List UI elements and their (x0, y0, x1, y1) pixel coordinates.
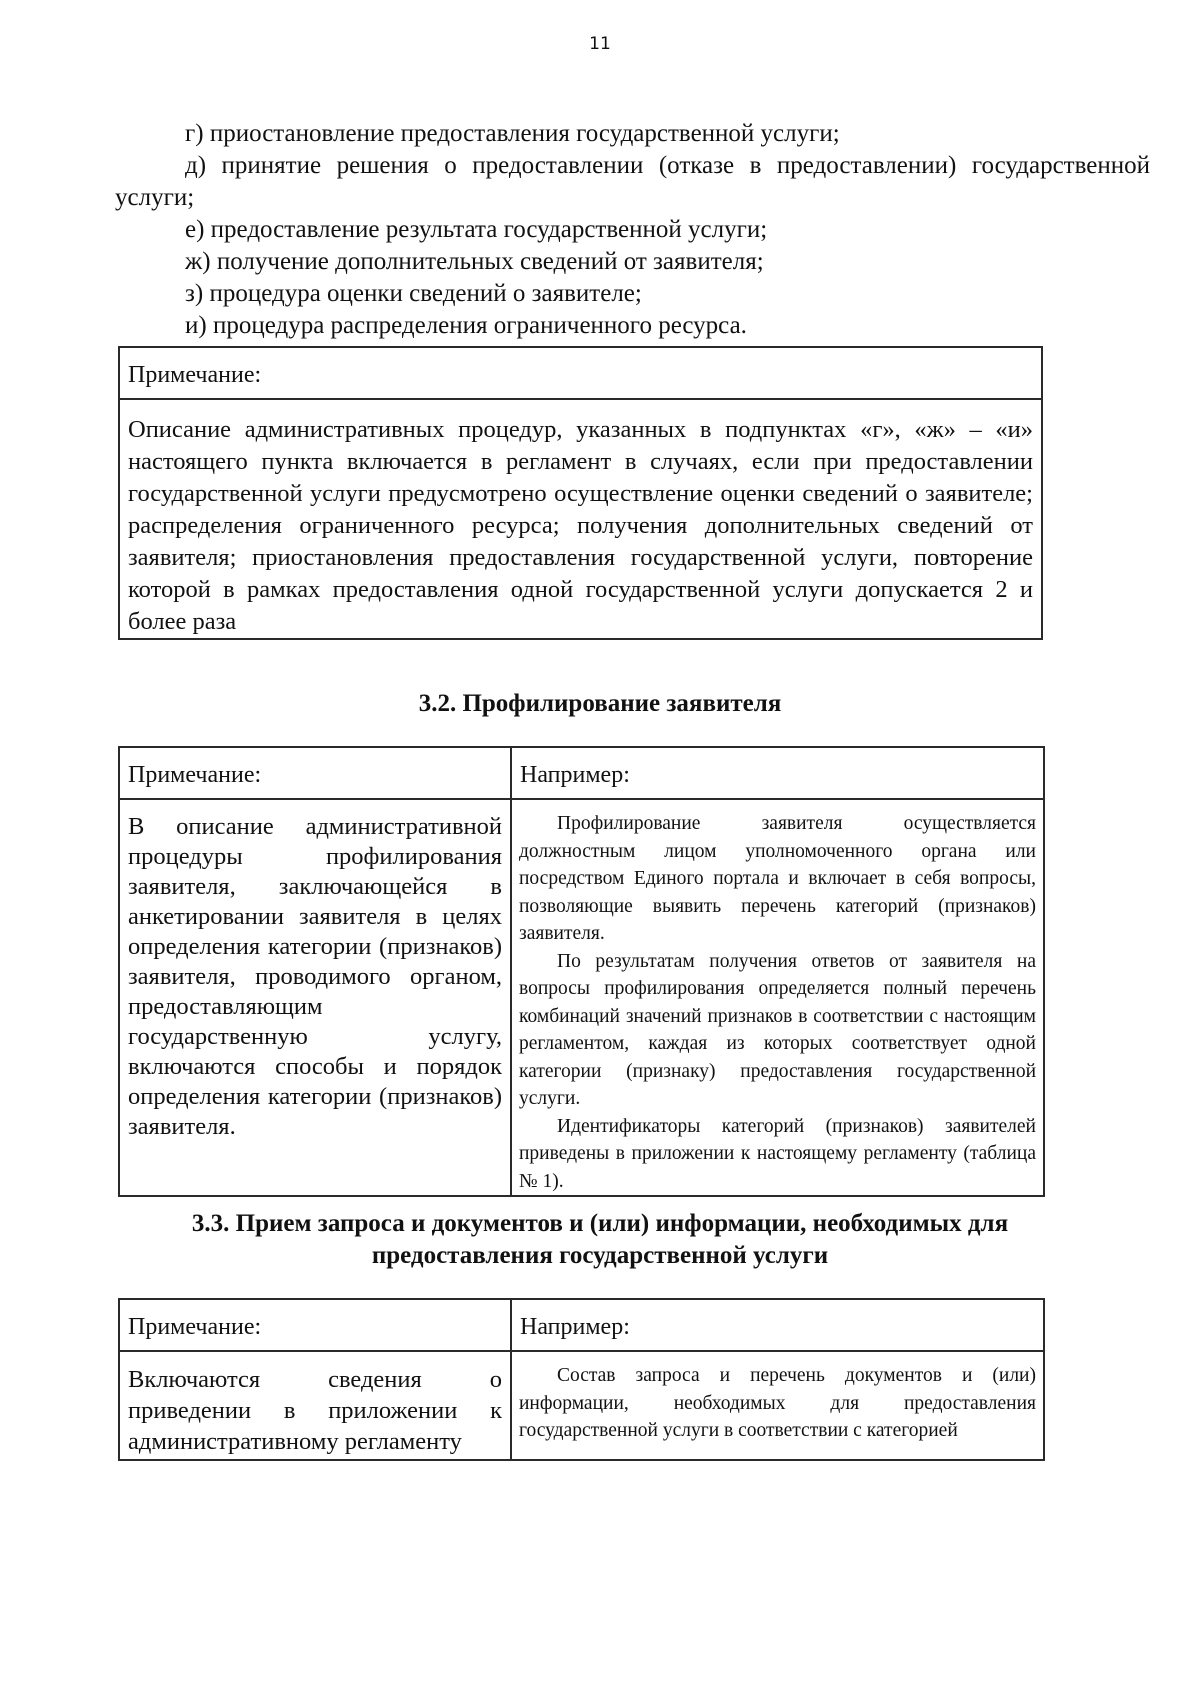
request-table (118, 1298, 1045, 1461)
list-item: г) приостановление предоставления государственной услуги; (185, 120, 840, 147)
list-item: д) принятие решения о предоставлении (отказе в предоставлении) государственной услуги; (115, 152, 1150, 211)
example-text (512, 1352, 1043, 1445)
note-text: Описание административных процедур, указанных в подпунктах «г», «ж» – «и» настоящего пункта включается в регламент в случаях, если при предоставлении государственной услуги предусмотрено осуществление оценки сведений о заявителе; распределения ограниченного ресурса; получения дополнительных сведений от заявителя; приостановления предоставления государственной услуги, повторение которой в рамках предоставления одной государственной услуги допускается 2 и более раза (128, 416, 1033, 635)
example-paragraph: Идентификаторы категорий (признаков) заявителей приведены в приложении к настоящему регламенту (таблица № 1). (519, 1115, 1036, 1192)
page-number: 11 (589, 34, 611, 54)
example-header: Например: (520, 1314, 630, 1340)
profiling-table (118, 746, 1045, 1197)
note-text: Включаются сведения о приведении в приложении к административному регламенту (128, 1366, 502, 1455)
example-paragraph: Профилирование заявителя осуществляется должностным лицом уполномоченного органа или посредством Единого портала и включает в себя вопросы, позволяющие выявить перечень категорий (признаков) заявителя. (519, 813, 1036, 944)
example-header: Например: (520, 762, 630, 788)
example-paragraph: По результатам получения ответов от заявителя на вопросы профилирования определяется полный перечень комбинаций значений признаков в соответствии с настоящим регламентом, каждая из которых соответствует одной категории (признаку) предоставления государственной услуги. (519, 950, 1036, 1109)
list-item: и) процедура распределения ограниченного ресурса. (185, 312, 747, 339)
note-header: Примечание: (128, 1314, 262, 1340)
list-item: з) процедура оценки сведений о заявителе; (185, 280, 642, 307)
note-header: Примечание: (128, 362, 262, 388)
section-title-3-3 (0, 1208, 1200, 1272)
section-title-line: предоставления государственной услуги (371, 1242, 829, 1269)
section-title-3-2: 3.2. Профилирование заявителя (418, 690, 782, 717)
note-box (118, 346, 1043, 640)
list-item: ж) получение дополнительных сведений от заявителя; (185, 248, 764, 275)
list-item: е) предоставление результата государственной услуги; (185, 216, 768, 243)
procedure-list (115, 118, 1150, 342)
note-text: В описание административной процедуры профилирования заявителя, заключающейся в анкетировании заявителя в целях определения категории (признаков) заявителя, проводимого органом, предоставляющим государственную услугу, включаются способы и порядок определения категории (признаков) заявителя. (128, 813, 502, 1140)
example-text (512, 800, 1043, 1195)
section-title-line: 3.3. Прием запроса и документов и (или) информации, необходимых для (191, 1210, 1009, 1237)
example-paragraph: Состав запроса и перечень документов и (или) информации, необходимых для предоставления государственной услуги в соответствии с категорией (519, 1365, 1036, 1441)
note-header: Примечание: (128, 762, 262, 788)
